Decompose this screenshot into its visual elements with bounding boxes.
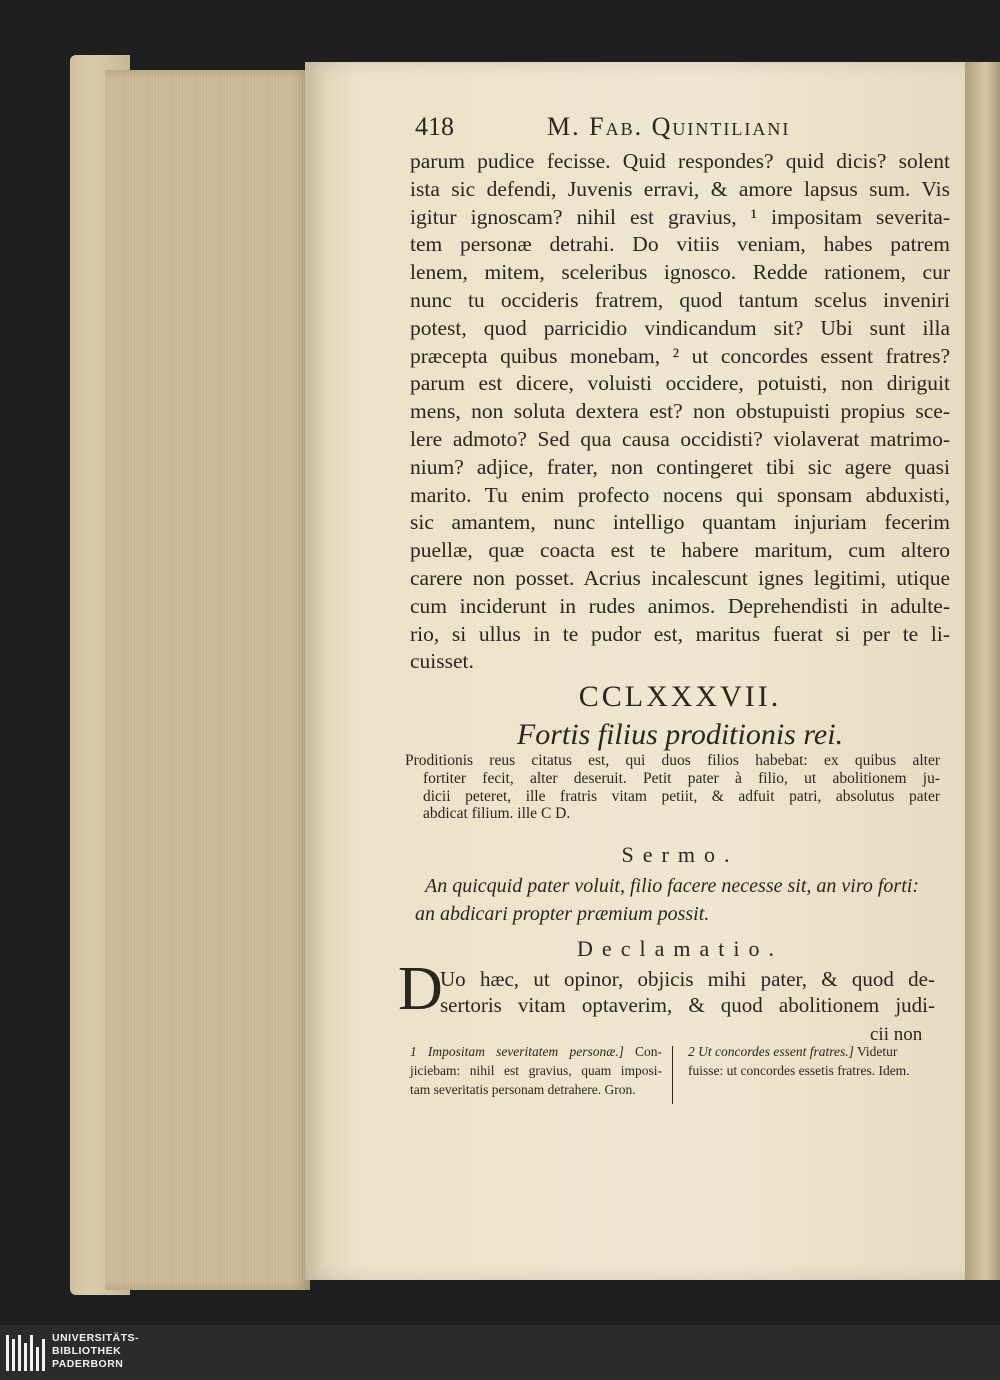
section-number: CCLXXXVII. — [578, 680, 782, 713]
text-line: mens, non soluta dextera est? non obstupuisti propius sce- — [410, 399, 950, 424]
logo-line: PADERBORN — [52, 1358, 124, 1370]
logo-line: UNIVERSITÄTS- — [52, 1332, 140, 1344]
text-line: igitur ignoscam? nihil est gravius, ¹ impositam severita- — [410, 204, 950, 229]
argumentum-line: abdicat filium. ille C D. — [423, 805, 571, 823]
text-line: rio, si ullus in te pudor est, maritus fuerat si per te li- — [410, 621, 950, 646]
library-logo-icon — [4, 1333, 46, 1373]
text-line: potest, quod parricidio vindicandum sit? Ubi sunt illa — [410, 315, 950, 340]
argumentum-line: fortiter fecit, alter deseruit. Petit pater à filio, ut abolitionem ju- — [423, 769, 940, 787]
footnotes — [410, 1042, 940, 1104]
argumentum-line: dicii peteret, ille fratris vitam petiit, & adfuit patri, absolutus pater — [423, 787, 940, 805]
footnote-lemma: 2 Ut concordes essent fratres.] — [688, 1044, 854, 1059]
footnote-right — [688, 1042, 940, 1080]
footnote-text: Con- — [623, 1044, 663, 1059]
declamatio-text — [440, 966, 935, 1018]
logo-line: BIBLIOTHEK — [52, 1345, 122, 1357]
text-line: tem personæ detrahi. Do vitiis veniam, habes patrem — [410, 232, 950, 257]
text-line: parum pudice fecisse. Quid respondes? quid dicis? solent — [410, 149, 950, 173]
section-title: Fortis filius proditionis rei. — [516, 718, 844, 751]
catchword: cii non — [870, 1024, 923, 1045]
text-line: ista sic defendi, Juvenis erravi, & amore lapsus sum. Vis — [410, 176, 950, 201]
text-line: puellæ, quæ coacta est te habere maritum, cum altero — [410, 538, 950, 563]
argumentum — [405, 752, 940, 823]
argumentum-line: Proditionis reus citatus est, qui duos filios habebat: ex quibus alter — [405, 752, 940, 769]
text-line: parum est dicere, voluisti occidere, potuisti, non diriguit — [410, 371, 950, 396]
declamatio-line: Uo hæc, ut opinor, objicis mihi pater, & quod de- — [440, 967, 935, 991]
main-text — [410, 148, 950, 676]
sermo-line: an abdicari propter præmium possit. — [415, 903, 710, 925]
footnote-line — [688, 1061, 940, 1080]
footnote-text: tam severitatis personam detrahere. Gron. — [410, 1082, 636, 1097]
sermo-line: An quicquid pater voluit, filio facere necesse sit, an viro forti: — [425, 875, 919, 897]
sermo-text — [415, 872, 940, 928]
library-logo-text — [52, 1332, 139, 1371]
text-line: carere non posset. Acrius incalescunt ignes legitimi, utique — [410, 565, 950, 590]
text-line: sic amantem, nunc intelligo quantam injuriam fecerim — [410, 510, 950, 535]
footnote-line — [410, 1042, 662, 1061]
footnote-left — [410, 1042, 662, 1099]
footnote-line — [688, 1042, 940, 1061]
sermo-heading: Sermo. — [621, 842, 739, 867]
text-line: cum inciderunt in rudes animos. Deprehendisti in adulte- — [410, 593, 950, 618]
page-edges — [105, 70, 310, 1290]
text-line: lenem, mitem, sceleribus ignosco. Redde rationem, cur — [410, 260, 950, 285]
footnote-text: fuisse: ut concordes essetis fratres. Idem. — [688, 1063, 910, 1078]
footnote-lemma: 1 Impositam severitatem personæ.] — [410, 1044, 624, 1059]
page-number: 418 — [415, 112, 454, 141]
footnote-line — [410, 1061, 662, 1080]
footnote-text: jiciebam: nihil est gravius, quam imposi- — [410, 1063, 662, 1078]
text-line: nunc tu occideris fratrem, quod tantum scelus inveniri — [410, 287, 950, 312]
declamatio-heading: Declamatio. — [577, 936, 783, 961]
text-line: nium? adjice, frater, non contingeret tibi sic agere quasi — [410, 454, 950, 479]
drop-cap: D — [398, 955, 443, 1023]
text-line: lere admoto? Sed qua causa occidisti? violaverat matrimo- — [410, 426, 950, 451]
page-header — [415, 112, 875, 148]
footnote-line — [410, 1080, 662, 1099]
library-logo-strip — [0, 1325, 1000, 1380]
text-line: marito. Tu enim profecto nocens qui sponsam abduxisti, — [410, 482, 950, 507]
footnote-divider — [672, 1046, 673, 1104]
declamatio-line: sertoris vitam optaverim, & quod abolitionem judi- — [440, 993, 935, 1017]
text-line: præcepta quibus monebam, ² ut concordes essent fratres? — [410, 343, 950, 368]
facing-page-edge — [965, 62, 1000, 1280]
running-head: M. Fab. Quintiliani — [547, 112, 791, 141]
text-line-last: cuisset. — [410, 649, 474, 674]
footnote-text: Videtur — [853, 1044, 898, 1059]
